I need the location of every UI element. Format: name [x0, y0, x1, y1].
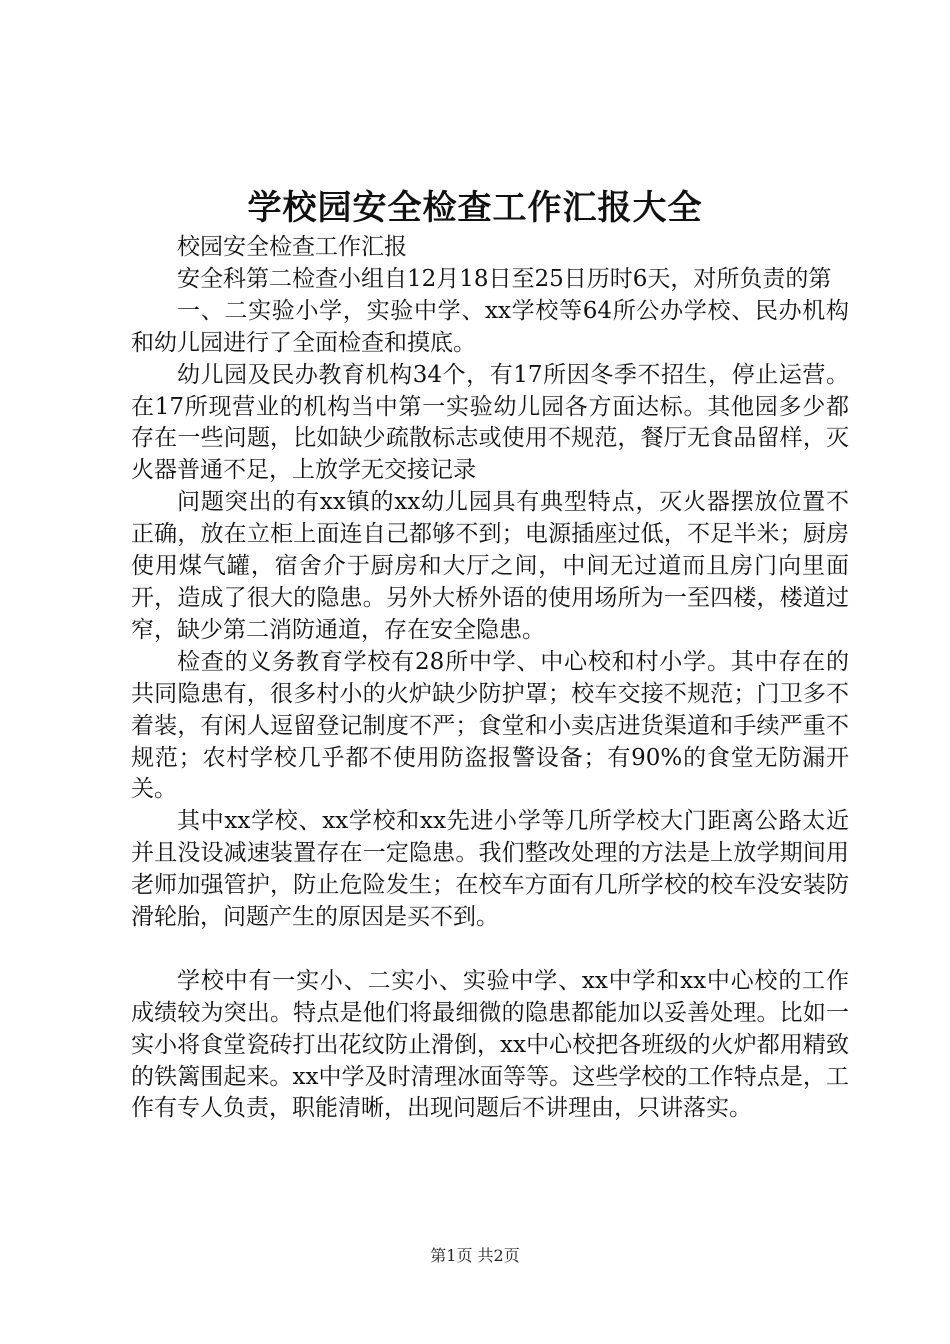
page-number: 第1页 共2页: [430, 1246, 520, 1265]
document-title: 学校园安全检查工作汇报大全: [247, 188, 703, 228]
paragraph: 其中xx学校、xx学校和xx先进小学等几所学校大门距离公路太近并且没设减速装置存在一定隐患。我们整改处理的方法是上放学期间用老师加强管护，防止危险发生；在校车方面有几所学校的校车没安装防滑轮胎，问题产生的原因是买不到。: [131, 808, 849, 931]
paragraph: 检查的义务教育学校有28所中学、中心校和村小学。其中存在的共同隐患有，很多村小的火炉缺少防护罩；校车交接不规范；门卫多不着装，有闲人逗留登记制度不严；食堂和小卖店进货渠道和手续严重不规范；农村学校几乎都不使用防盗报警设备；有90%的食堂无防漏开关。: [131, 648, 849, 803]
paragraph-heading: 校园安全检查工作汇报: [177, 234, 407, 260]
paragraph: 问题突出的有xx镇的xx幼儿园具有典型特点，灭火器摆放位置不正确，放在立柜上面连自己都够不到；电源插座过低，不足半米；厨房使用煤气罐，宿舍介于厨房和大厅之间，中间无过道而且房门向里面开，造成了很大的隐患。另外大桥外语的使用场所为一至四楼，楼道过窄，缺少第二消防通道，存在安全隐患。: [131, 489, 849, 643]
paragraph: 一、二实验小学，实验中学、xx学校等64所公办学校、民办机构和幼儿园进行了全面检查和摸底。: [131, 297, 849, 356]
document-body: [131, 232, 849, 1125]
paragraph: 安全科第二检查小组自12月18日至25日历时6天，对所负责的第: [177, 265, 832, 292]
paragraph: 学校中有一实小、二实小、实验中学、xx中学和xx中心校的工作成绩较为突出。特点是他们将最细微的隐患都能加以妥善处理。比如一实小将食堂瓷砖打出花纹防止滑倒，xx中心校把各班级的火炉都用精致的铁篱围起来。xx中学及时清理冰面等等。这些学校的工作特点是，工作有专人负责，职能清晰，出现问题后不讲理由，只讲落实。: [131, 967, 849, 1122]
paragraph: 幼儿园及民办教育机构34个，有17所因冬季不招生，停止运营。在17所现营业的机构当中第一实验幼儿园各方面达标。其他园多少都存在一些问题，比如缺少疏散标志或使用不规范，餐厅无食品留样，灭火器普通不足，上放学无交接记录: [131, 361, 849, 484]
